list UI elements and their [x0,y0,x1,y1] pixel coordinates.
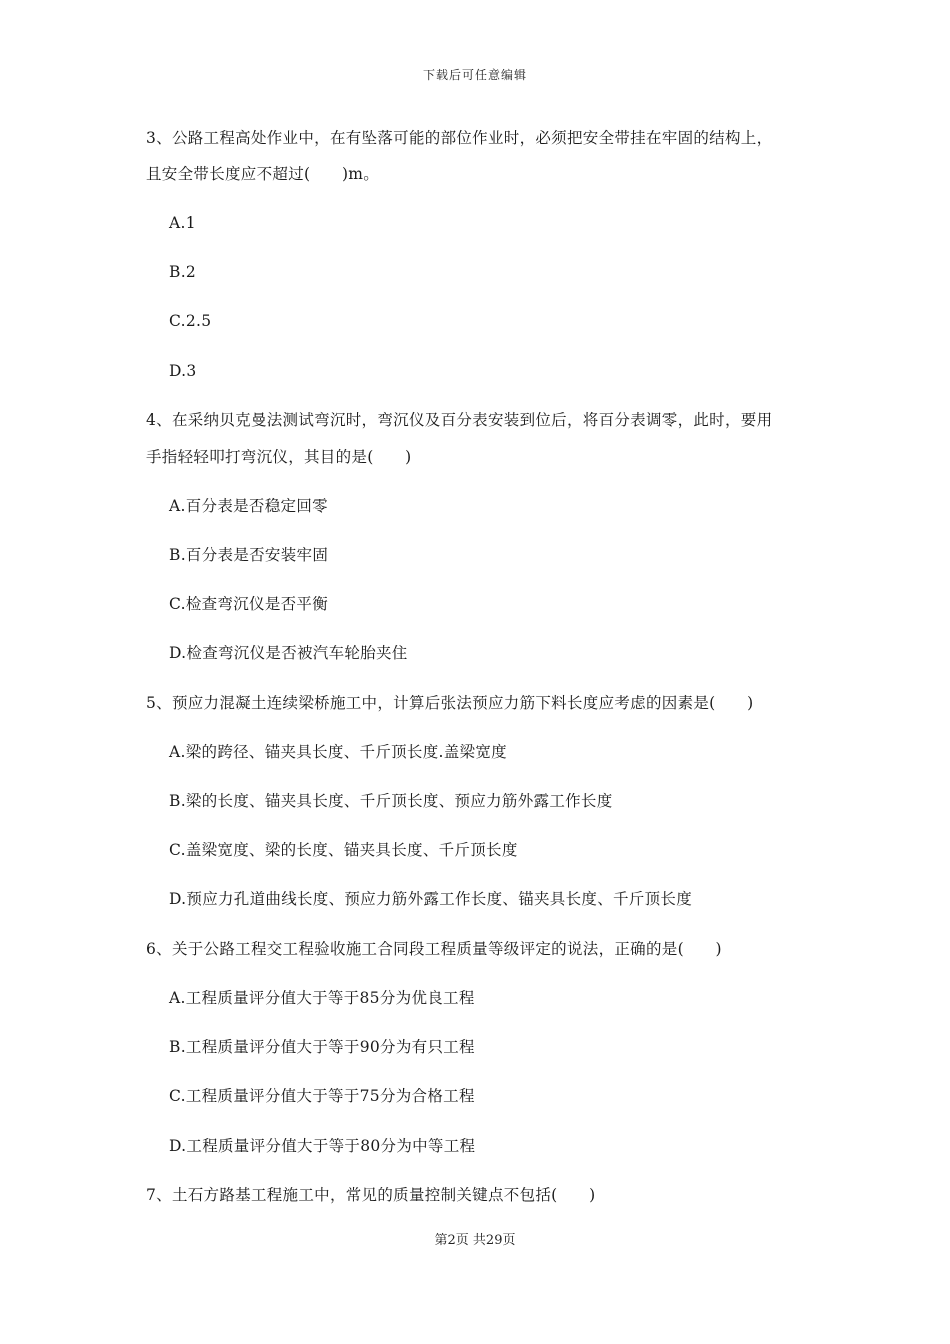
question-3-option-b: B.2 [169,263,197,281]
question-4-option-c: C.检查弯沉仪是否平衡 [169,595,329,613]
question-6-option-d: D.工程质量评分值大于等于80分为中等工程 [169,1137,476,1155]
question-5-option-c: C.盖梁宽度、梁的长度、锚夹具长度、千斤顶长度 [169,841,518,859]
question-6-option-b: B.工程质量评分值大于等于90分为有只工程 [169,1038,475,1056]
question-6-option-c: C.工程质量评分值大于等于75分为合格工程 [169,1087,475,1105]
question-3-option-a: A.1 [169,214,196,232]
question-4-line-1: 4、在采纳贝克曼法测试弯沉时，弯沉仪及百分表安装到位后，将百分表调零，此时，要用 [146,411,773,429]
question-3-option-c: C.2.5 [169,312,212,330]
question-5-option-a: A.梁的跨径、锚夹具长度、千斤顶长度.盖梁宽度 [169,743,507,761]
question-7-line-1: 7、土石方路基工程施工中，常见的质量控制关键点不包括( ) [146,1186,596,1204]
question-4-option-b: B.百分表是否安装牢固 [169,546,329,564]
question-5-line-1: 5、预应力混凝土连续梁桥施工中，计算后张法预应力筋下料长度应考虑的因素是( ) [146,694,754,712]
question-4-option-a: A.百分表是否稳定回零 [169,497,328,515]
page-header: 下载后可任意编辑 [422,68,527,82]
question-4-line-2: 手指轻轻叩打弯沉仪，其目的是( ) [146,448,412,466]
question-5-option-d: D.预应力孔道曲线长度、预应力筋外露工作长度、锚夹具长度、千斤顶长度 [169,890,693,908]
question-3-line-2: 且安全带长度应不超过( )m。 [146,165,380,183]
question-5-option-b: B.梁的长度、锚夹具长度、千斤顶长度、预应力筋外露工作长度 [169,792,613,810]
question-6-option-a: A.工程质量评分值大于等于85分为优良工程 [169,989,475,1007]
question-4-option-d: D.检查弯沉仪是否被汽车轮胎夹住 [169,644,408,662]
question-3-option-d: D.3 [169,362,197,380]
question-3-line-1: 3、公路工程高处作业中，在有坠落可能的部位作业时，必须把安全带挂在牢固的结构上， [146,129,773,147]
question-6-line-1: 6、关于公路工程交工程验收施工合同段工程质量等级评定的说法，正确的是( ) [146,940,722,958]
page-footer: 第2页 共29页 [434,1233,516,1248]
